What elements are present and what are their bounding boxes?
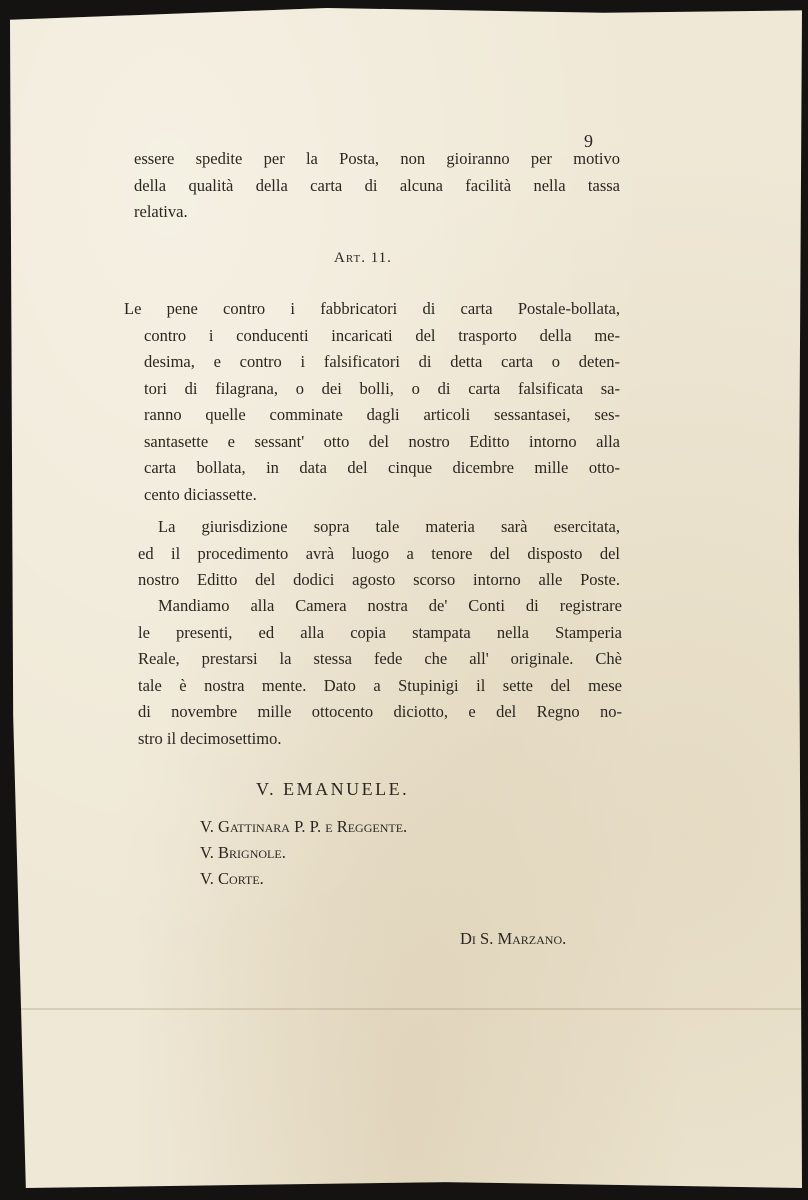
text-line: La giurisdizione sopra tale materia sarà esercitata, <box>158 517 620 536</box>
paragraph-3 <box>138 514 620 594</box>
page-number: 9 <box>584 131 593 151</box>
text-line: nostro Editto del dodici agosto scorso intorno alle Poste. <box>138 570 620 589</box>
signature-footer: Di S. Marzano. <box>460 929 567 948</box>
text-line: Mandiamo alla Camera nostra de' Conti di registrare <box>158 596 622 615</box>
text-line: stro il decimosettimo. <box>138 728 282 748</box>
text-line: ranno quelle comminate dagli articoli sessantasei, ses- <box>144 405 620 424</box>
text-line: relativa. <box>134 202 188 221</box>
text-line: essere spedite per la Posta, non gioiranno per motivo <box>134 149 620 168</box>
text-line: tale è nostra mente. Dato a Stupinigi il sette del mese <box>138 675 622 695</box>
paragraph-1 <box>134 146 620 226</box>
text-line: ed il procedimento avrà luogo a tenore del disposto del <box>138 543 620 563</box>
text-line: di novembre mille ottocento diciotto, e del Regno no- <box>138 702 622 721</box>
text-line: contro i conducenti incaricati del trasporto della me- <box>144 325 620 345</box>
signature-line: V. Brignole. <box>200 843 286 862</box>
signature-main: V. EMANUELE. <box>256 779 410 799</box>
text-line: tori di filagrana, o dei bolli, o di carta falsificata sa- <box>144 378 620 398</box>
signature-line: V. Corte. <box>200 869 264 888</box>
text-line: desima, e contro i falsificatori di detta carta o deten- <box>144 352 620 371</box>
signature-line: V. Gattinara P. P. e Reggente. <box>200 817 408 836</box>
paragraph-2 <box>124 296 620 508</box>
article-title: Art. 11. <box>334 250 392 266</box>
page-fold <box>10 1008 802 1010</box>
text-line: della qualità della carta di alcuna facilità nella tassa <box>134 175 620 195</box>
text-line: le presenti, ed alla copia stampata nella Stamperia <box>138 622 622 642</box>
paragraph-4 <box>138 593 622 752</box>
text-line: cento diciassette. <box>144 484 257 504</box>
text-line: Le pene contro i fabbricatori di carta Postale-bollata, <box>124 299 620 318</box>
text-line: Reale, prestarsi la stessa fede che all' originale. Chè <box>138 649 622 668</box>
text-line: santasette e sessant' otto del nostro Editto intorno alla <box>144 431 620 451</box>
text-line: carta bollata, in data del cinque dicembre mille otto- <box>144 458 620 477</box>
